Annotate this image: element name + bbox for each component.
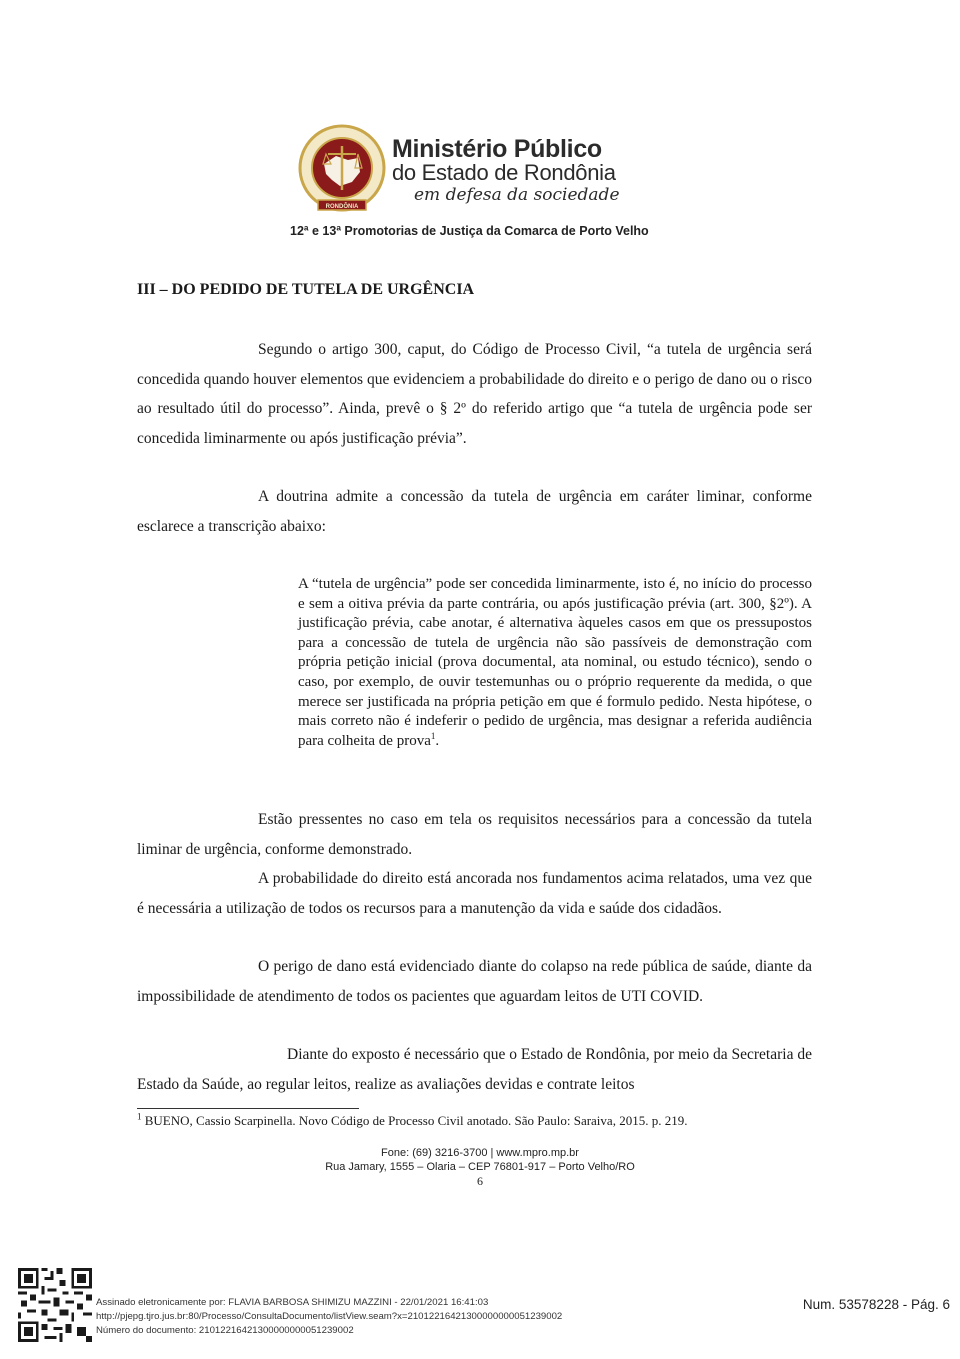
paragraph-text: O perigo de dano está evidenciado diante do colapso na rede pública de saúde, diante da impossibilidade de atendimento de todos os pacientes que aguardam leitos de UTI COVID. — [137, 958, 812, 1005]
paragraph-doutrina — [137, 482, 812, 541]
section-title: III – DO PEDIDO DE TUTELA DE URGÊNCIA — [137, 281, 475, 298]
brand-motto: em defesa da sociedade — [414, 185, 620, 205]
letterhead — [296, 124, 716, 216]
footnote — [137, 1113, 687, 1129]
footer-address: Rua Jamary, 1555 – Olaria – CEP 76801-917 – Porto Velho/RO — [325, 1161, 635, 1173]
seal-banner-text: RONDÔNIA — [325, 204, 359, 210]
qr-code-icon[interactable] — [18, 1268, 92, 1342]
document-number: Número do documento: 21012216421300000000051239002 — [96, 1325, 354, 1336]
quote-text: A “tutela de urgência” pode ser concedida liminarmente, isto é, no início do processo e sem a oitiva prévia da parte contrária, ou após justificação prévia (art. 300, §2º). A justificação prévia, cabe anotar, é alternativa àqueles casos em que os pressupostos para a concessão de tutela de urgência não são passíveis de demonstração com própria petição inicial (prova documental, ata nominal, ou estudo técnico), sendo o caso, por exemplo, de ouvir testemunhas ou o próprio requerente da medida, o que merece ser justificada na própria petição em que é formulo pedido. Nesta hipótese, o mais correto não é indeferir o pedido de urgência, mas designar a referida audiência para colheita de prova — [298, 576, 812, 749]
paragraph-text: Estão pressentes no caso em tela os requisitos necessários para a concessão da tutela liminar de urgência, conforme demonstrado. — [137, 811, 812, 858]
footer-contact: Fone: (69) 3216-3700 | www.mpro.mp.br — [381, 1147, 579, 1159]
paragraph-perigo — [137, 952, 812, 1011]
footnote-divider — [137, 1108, 359, 1109]
mp-seal-logo-icon — [296, 124, 388, 216]
brand-subtitle: do Estado de Rondônia — [392, 160, 616, 185]
brand-title: Ministério Público — [392, 135, 602, 163]
brand-block — [392, 136, 620, 206]
document-page-reference: Num. 53578228 - Pág. 6 — [802, 1297, 950, 1312]
paragraph-text: A doutrina admite a concessão da tutela de urgência em caráter liminar, conforme esclarece a transcrição abaixo: — [137, 488, 812, 535]
paragraph-text: Segundo o artigo 300, caput, do Código de Processo Civil, “a tutela de urgência será concedida quando houver elementos que evidenciem a probabilidade do direito e o perigo de dano ou o risco ao resultado útil do processo”. Ainda, prevê o § 2º do referido artigo que “a tutela de urgência pode ser concedida liminarmente ou após justificação prévia”. — [137, 341, 812, 447]
footnote-number: 1 — [137, 1111, 142, 1122]
footnote-ref[interactable]: 1 — [430, 730, 436, 741]
document-url-link[interactable]: http://pjepg.tjro.jus.br:80/Processo/ConsultaDocumento/listView.seam?x=21012216421300000000051239002 — [96, 1311, 563, 1322]
signed-by: Assinado eletronicamente por: FLAVIA BARBOSA SHIMIZU MAZZINI - 22/01/2021 16:41:03 — [96, 1297, 489, 1308]
quote-end: . — [435, 732, 440, 749]
paragraph-art-300 — [137, 335, 812, 453]
page-footer — [0, 1146, 960, 1188]
signature-block — [96, 1296, 562, 1338]
promotorias-heading: 12ª e 13ª Promotorias de Justiça da Comarca de Porto Velho — [290, 224, 649, 238]
block-quote — [298, 575, 812, 751]
footnote-text: BUENO, Cassio Scarpinella. Novo Código de Processo Civil anotado. São Paulo: Saraiva, 2015. p. 219. — [144, 1113, 688, 1128]
paragraph-text: Diante do exposto é necessário que o Estado de Rondônia, por meio da Secretaria de Estado da Saúde, ao regular leitos, realize as avaliações devidas e contrate leitos — [137, 1046, 812, 1093]
paragraph-requisitos — [137, 805, 812, 864]
paragraph-text: A probabilidade do direito está ancorada nos fundamentos acima relatados, uma vez que é necessária a utilização de todos os recursos para a manutenção da vida e saúde dos cidadãos. — [137, 870, 812, 917]
page-number: 6 — [477, 1174, 483, 1188]
paragraph-probabilidade — [137, 864, 812, 923]
paragraph-diante — [137, 1040, 812, 1099]
